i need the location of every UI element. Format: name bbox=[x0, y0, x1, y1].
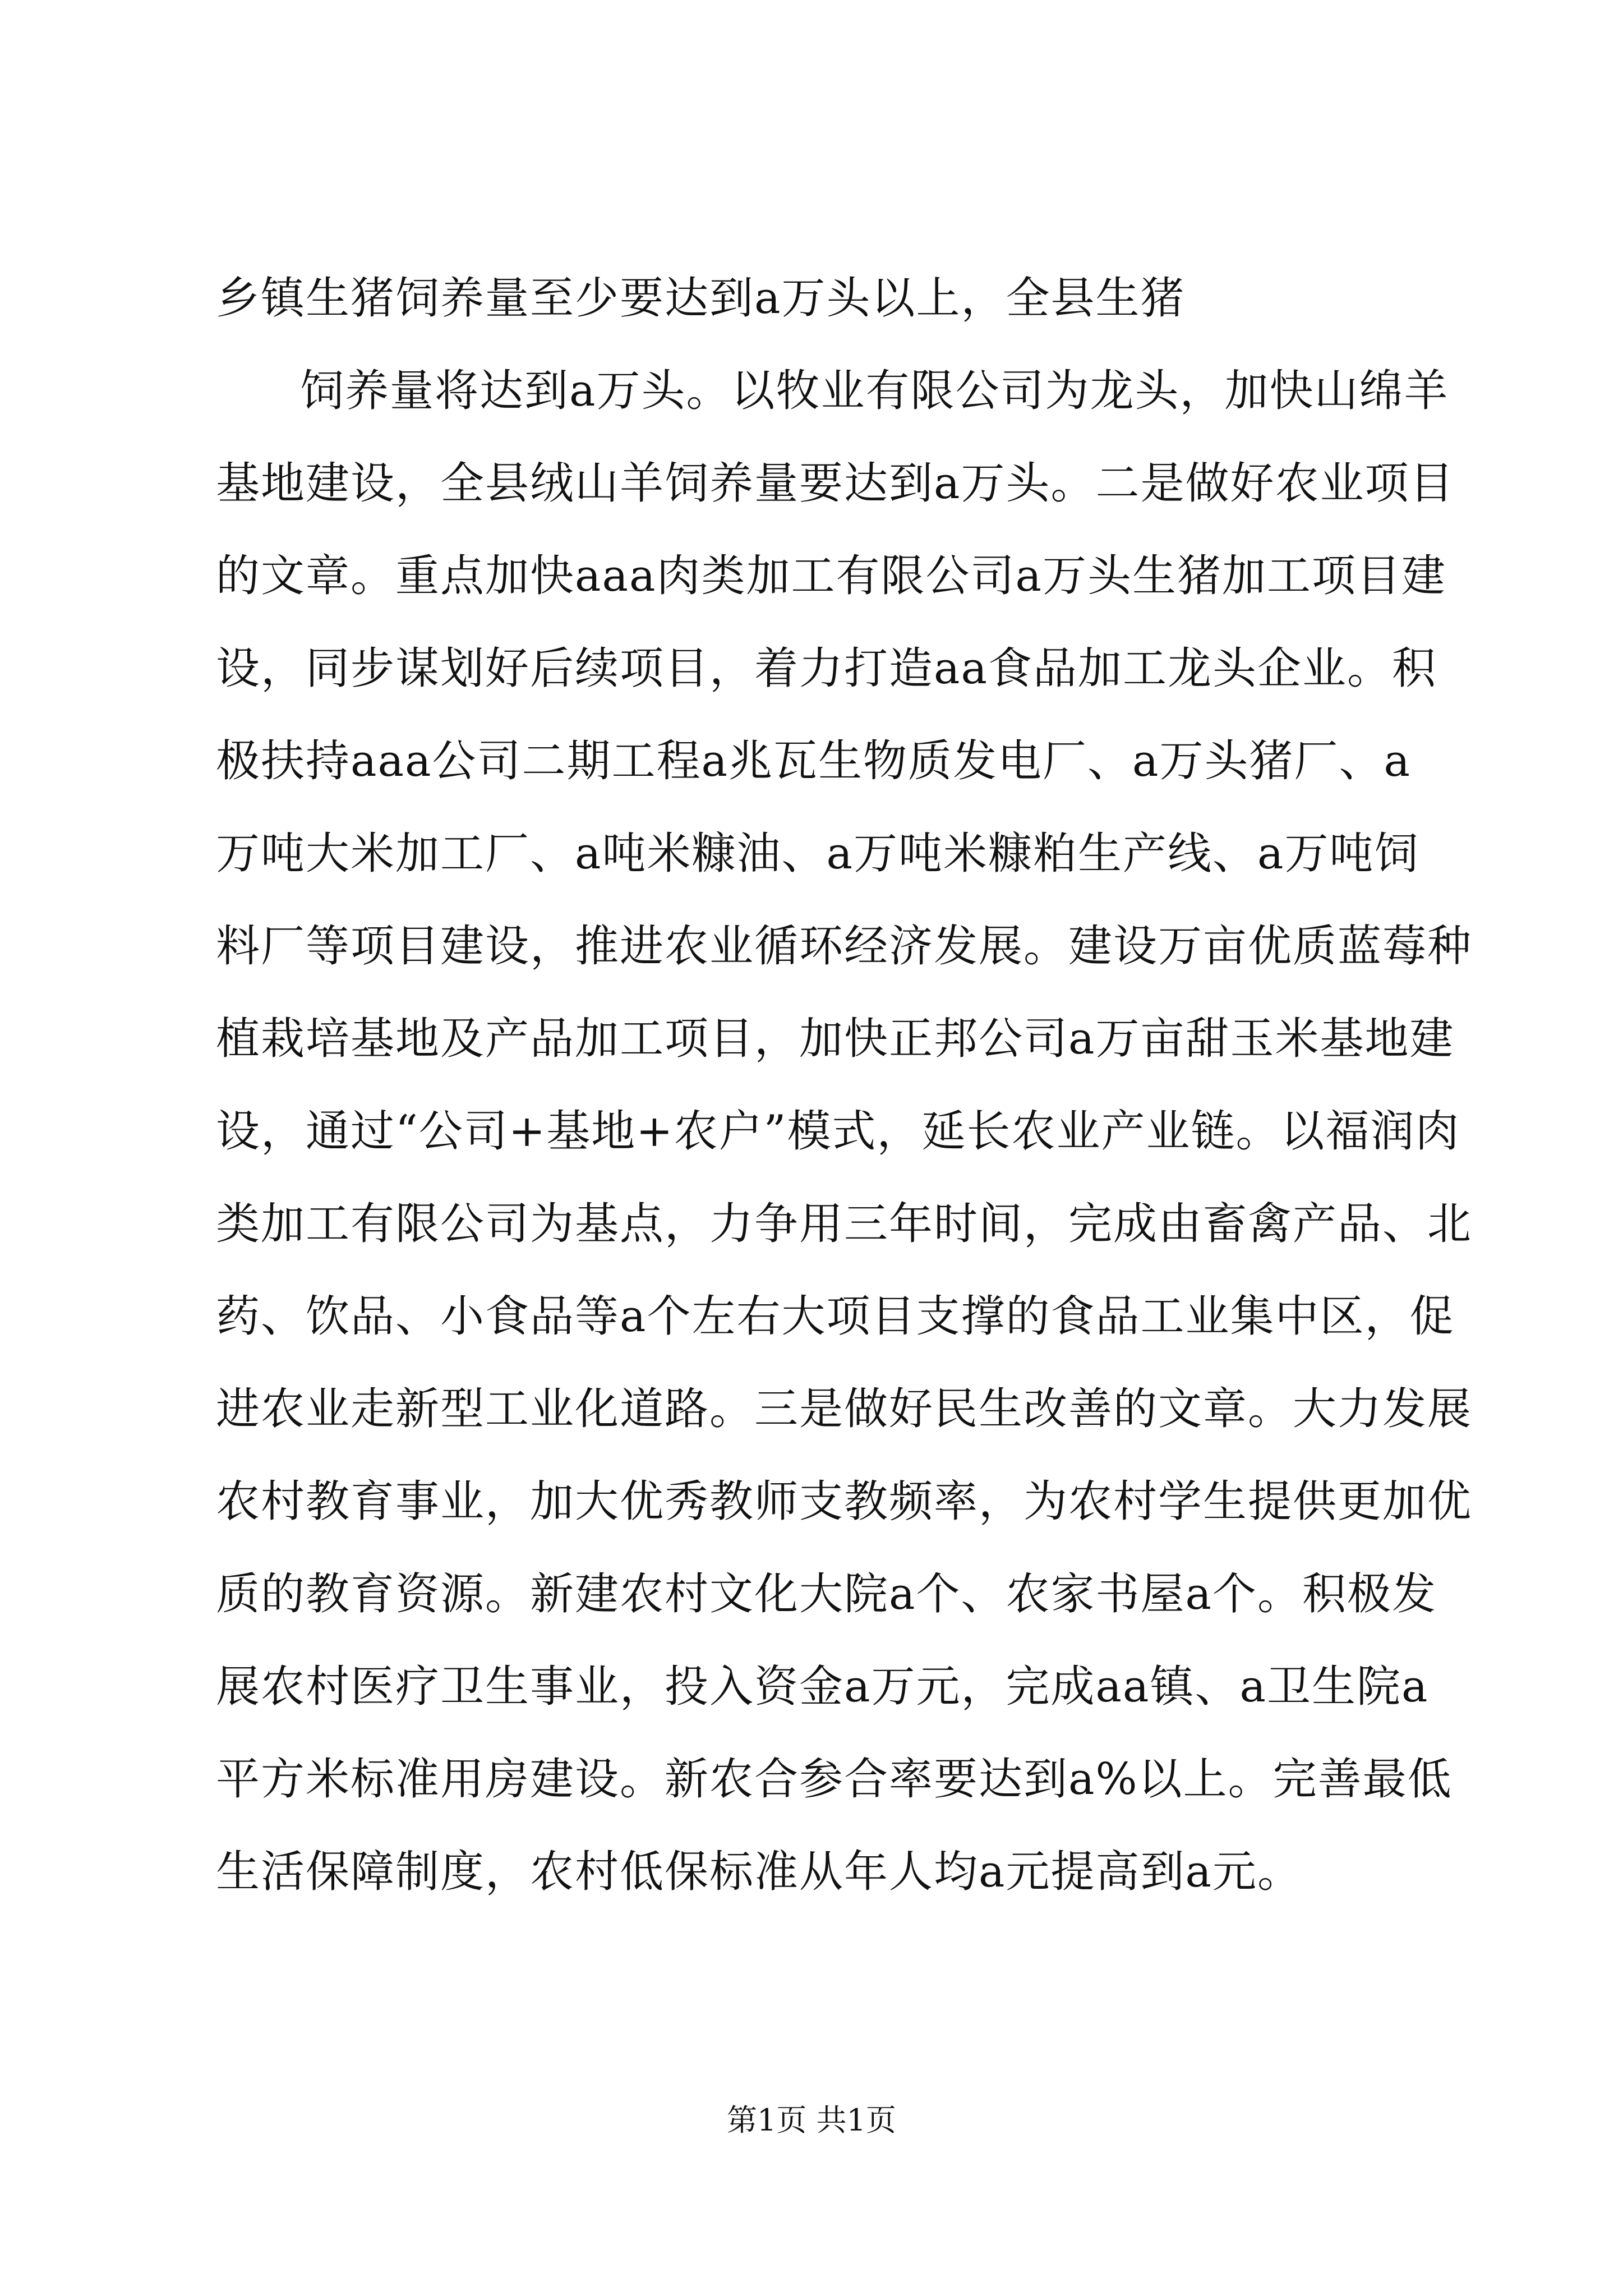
text-line: 平方米标准用房建设。新农合参合率要达到a%以上。完善最低 bbox=[216, 1754, 1453, 1805]
text-line: 万吨大米加工厂、a吨米糠油、a万吨米糠粕生产线、a万吨饲 bbox=[216, 829, 1419, 879]
text-line: 基地建设，全县绒山羊饲养量要达到a万头。二是做好农业项目 bbox=[216, 458, 1455, 509]
text-line: 药、饮品、小食品等a个左右大项目支撑的食品工业集中区，促 bbox=[216, 1291, 1455, 1342]
paragraph-first-line: 饲养量将达到a万头。以牧业有限公司为龙头，加快山绵羊 bbox=[300, 366, 1449, 416]
text-line: 植栽培基地及产品加工项目，加快正邦公司a万亩甜玉米基地建 bbox=[216, 1014, 1455, 1064]
text-line: 料厂等项目建设，推进农业循环经济发展。建设万亩优质蓝莓种 bbox=[216, 921, 1473, 972]
text-line: 乡镇生猪饲养量至少要达到a万头以上，全县生猪 bbox=[216, 273, 1186, 324]
text-line: 设，通过“公司+基地+农户”模式，延长农业产业链。以福润肉 bbox=[216, 1106, 1460, 1157]
text-line: 生活保障制度，农村低保标准从年人均a元提高到a元。 bbox=[216, 1847, 1303, 1897]
text-line: 的文章。重点加快aaa肉类加工有限公司a万头生猪加工项目建 bbox=[216, 551, 1447, 601]
text-line: 设，同步谋划好后续项目，着力打造aa食品加工龙头企业。积 bbox=[216, 643, 1437, 694]
text-line: 农村教育事业，加大优秀教师支教频率，为农村学生提供更加优 bbox=[216, 1476, 1473, 1527]
text-line: 进农业走新型工业化道路。三是做好民生改善的文章。大力发展 bbox=[216, 1384, 1473, 1434]
page-footer: 第1页 共1页 bbox=[727, 2102, 896, 2138]
text-line: 展农村医疗卫生事业，投入资金a万元，完成aa镇、a卫生院a bbox=[216, 1662, 1429, 1712]
text-line: 极扶持aaa公司二期工程a兆瓦生物质发电厂、a万头猪厂、a bbox=[216, 736, 1412, 786]
body-text bbox=[216, 252, 1473, 1918]
text-line: 质的教育资源。新建农村文化大院a个、农家书屋a个。积极发 bbox=[216, 1569, 1437, 1619]
text-line: 类加工有限公司为基点，力争用三年时间，完成由畜禽产品、北 bbox=[216, 1199, 1473, 1249]
